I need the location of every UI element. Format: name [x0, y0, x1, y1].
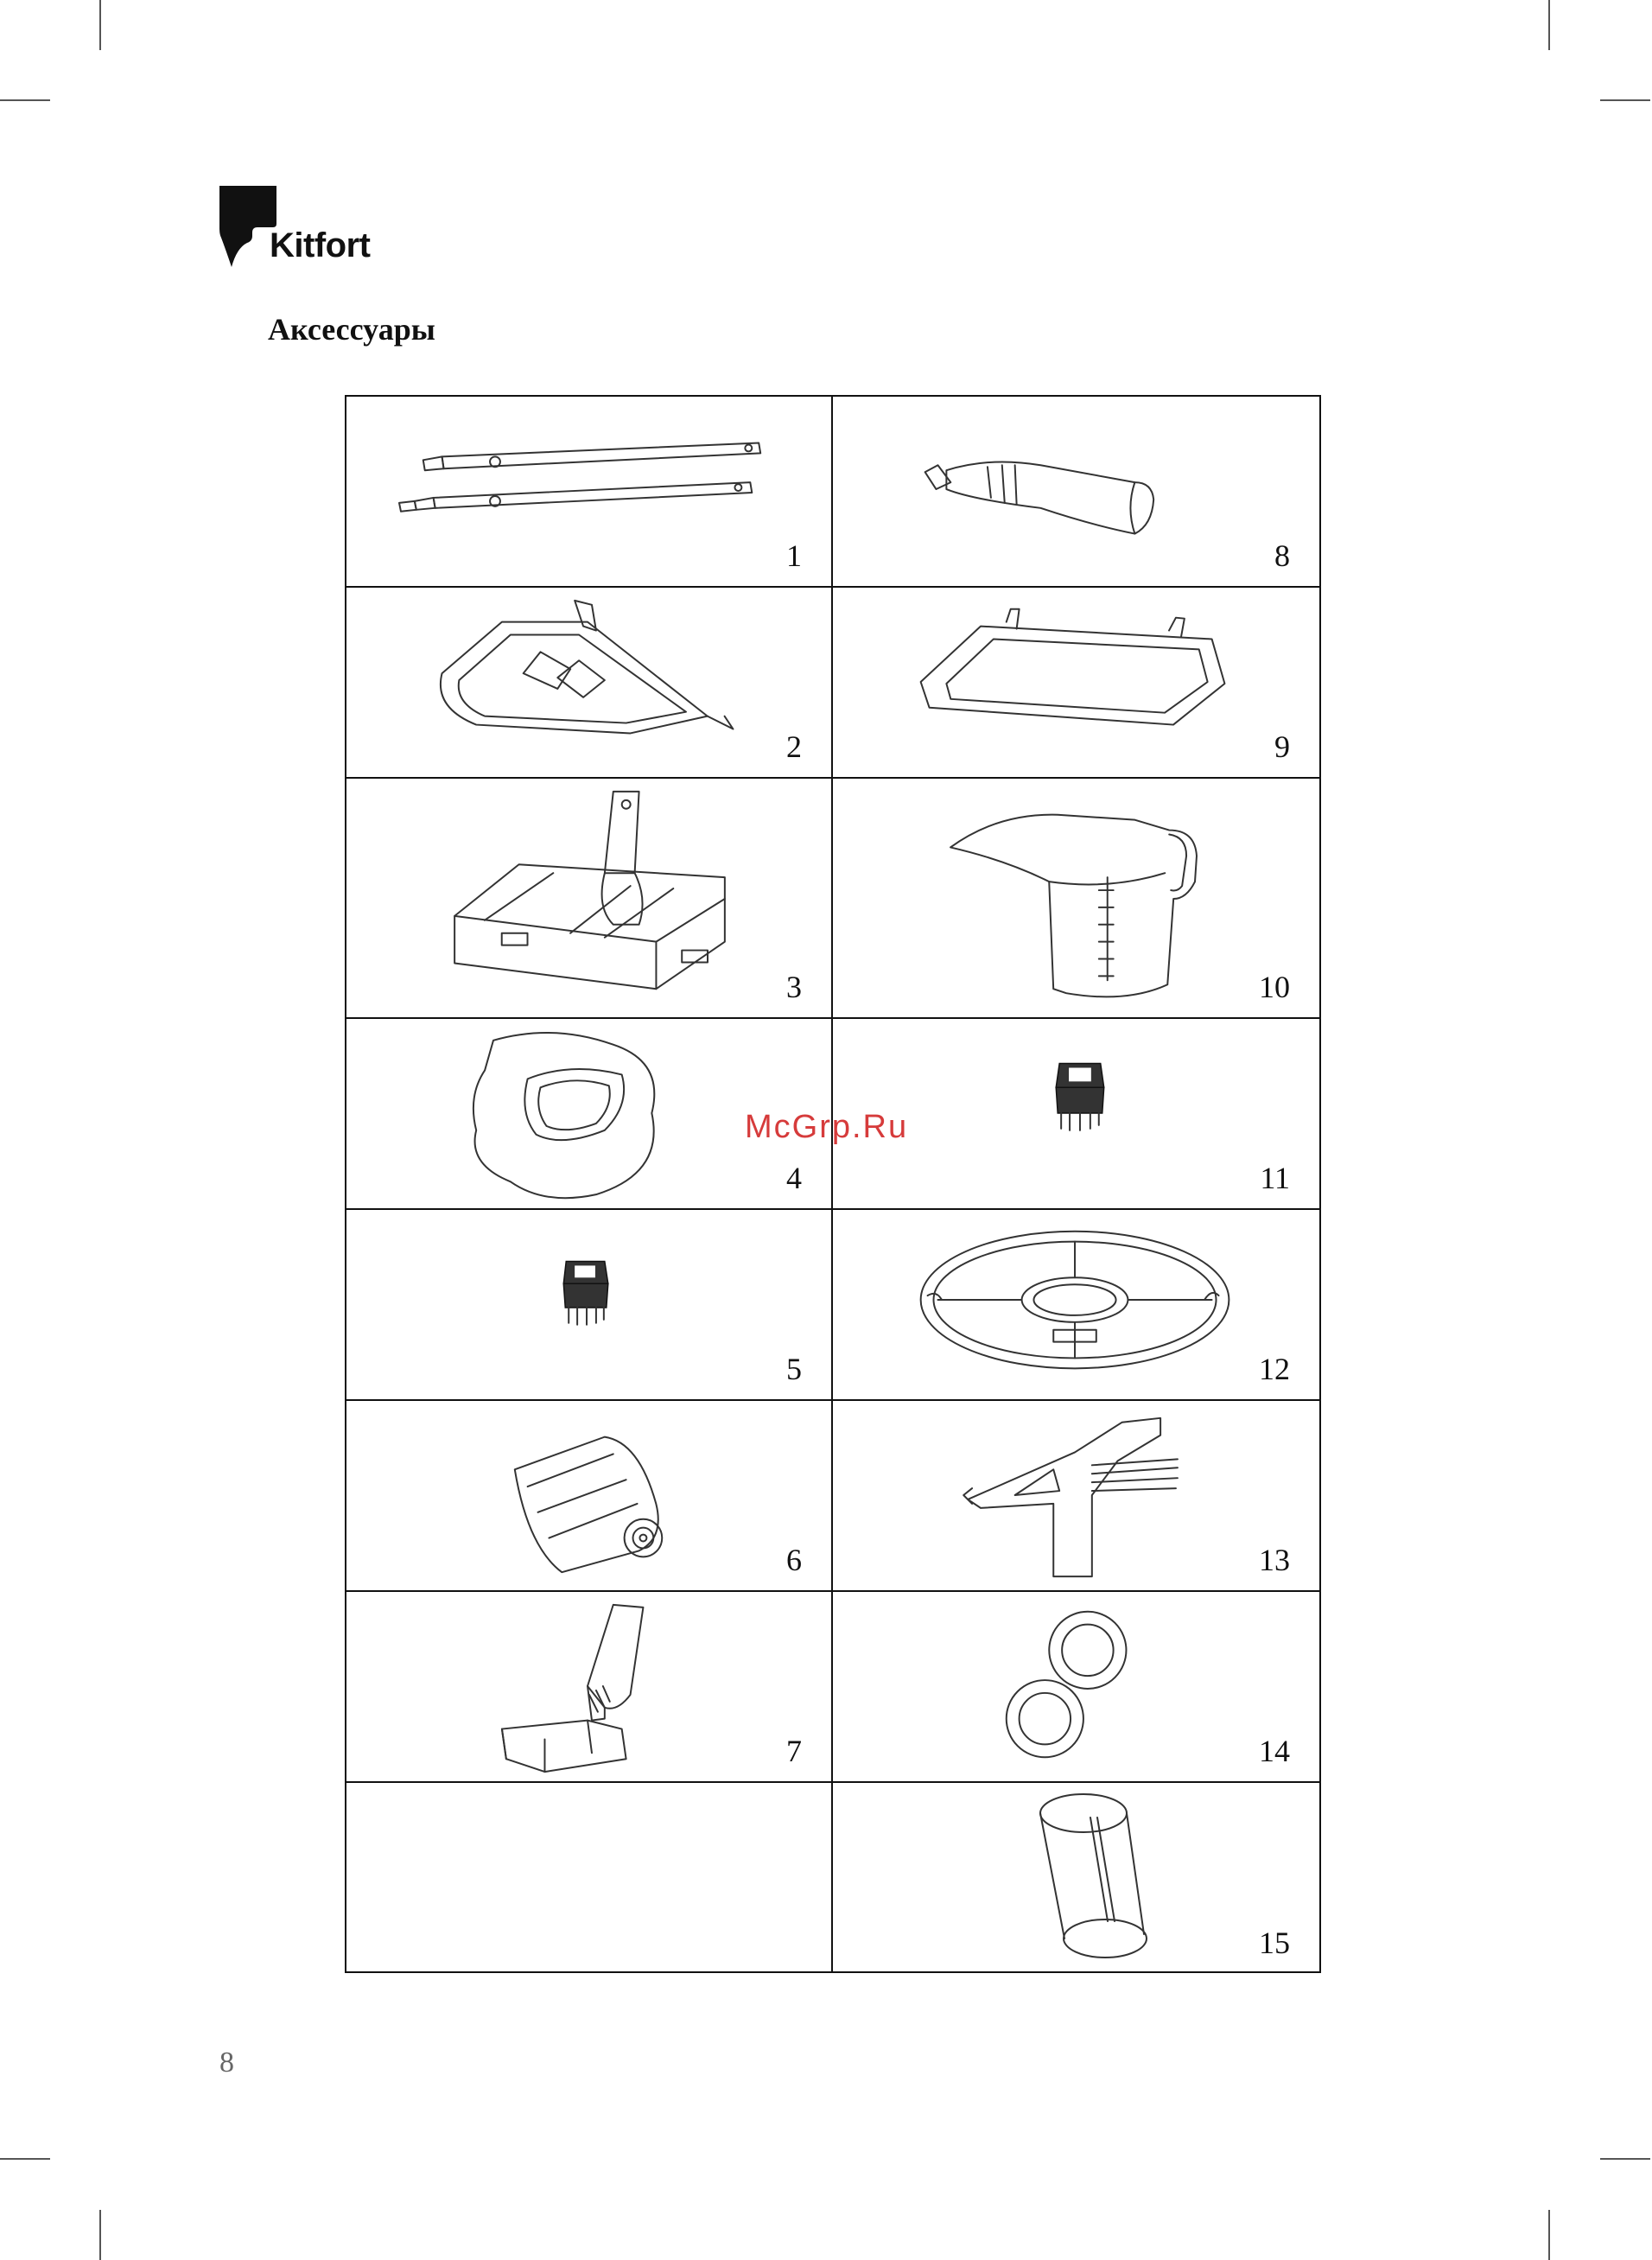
accessory-number: 14	[1259, 1734, 1290, 1768]
floor-nozzle-icon	[346, 779, 831, 1017]
crop-mark	[1600, 2158, 1650, 2160]
accessory-cell-3	[346, 779, 833, 1019]
accessory-number: 6	[786, 1543, 802, 1577]
watermark: McGrp.Ru	[745, 1109, 909, 1145]
accessory-number: 11	[1260, 1161, 1290, 1195]
round-holder-icon	[833, 1210, 1319, 1399]
accessory-number: 8	[1274, 538, 1290, 573]
accessory-number: 13	[1259, 1543, 1290, 1577]
accessory-cell-9	[833, 588, 1319, 779]
accessory-number: 9	[1274, 729, 1290, 764]
accessory-cell-12	[833, 1210, 1319, 1401]
accessory-number: 1	[786, 538, 802, 573]
crop-mark	[1548, 2210, 1550, 2260]
accessory-number: 3	[786, 970, 802, 1004]
accessory-cell-13	[833, 1401, 1319, 1592]
brand-name: Kitfort	[270, 226, 371, 264]
sleeve-icon	[833, 1783, 1319, 1973]
accessory-number: 15	[1259, 1926, 1290, 1960]
frame-icon	[833, 588, 1319, 777]
crop-mark	[1548, 0, 1550, 50]
accessory-cell-empty	[346, 1783, 833, 1973]
accessory-number: 7	[786, 1734, 802, 1768]
accessory-cell-5	[346, 1210, 833, 1401]
accessory-cell-1	[346, 397, 833, 588]
accessory-cell-8	[833, 397, 1319, 588]
accessory-cell-6	[346, 1401, 833, 1592]
crop-mark	[0, 2158, 50, 2160]
accessory-number: 2	[786, 729, 802, 764]
crop-mark	[1600, 99, 1650, 101]
window-nozzle-icon	[346, 1592, 831, 1781]
crop-mark	[0, 99, 50, 101]
round-brush-small-icon	[346, 1210, 831, 1399]
accessory-number: 10	[1259, 970, 1290, 1004]
extension-tubes-icon	[346, 397, 831, 586]
scraper-nozzle-icon	[833, 1401, 1319, 1590]
accessory-cell-15	[833, 1783, 1319, 1973]
accessory-cell-10	[833, 779, 1319, 1019]
accessories-table	[345, 395, 1321, 1973]
point-nozzle-icon	[833, 397, 1319, 586]
crop-mark	[99, 0, 101, 50]
accessory-number: 12	[1259, 1352, 1290, 1386]
rings-icon	[833, 1592, 1319, 1781]
accessory-cell-7	[346, 1592, 833, 1783]
measuring-jug-icon	[833, 779, 1319, 1017]
crop-mark	[99, 2210, 101, 2260]
microfiber-cloth-icon	[346, 1401, 831, 1590]
accessory-number: 4	[786, 1161, 802, 1195]
accessory-number: 5	[786, 1352, 802, 1386]
carpet-glider-icon	[346, 588, 831, 777]
page-number: 8	[219, 2047, 234, 2079]
page-title: Аксессуары	[268, 312, 435, 347]
accessory-cell-2	[346, 588, 833, 779]
accessory-cell-14	[833, 1592, 1319, 1783]
